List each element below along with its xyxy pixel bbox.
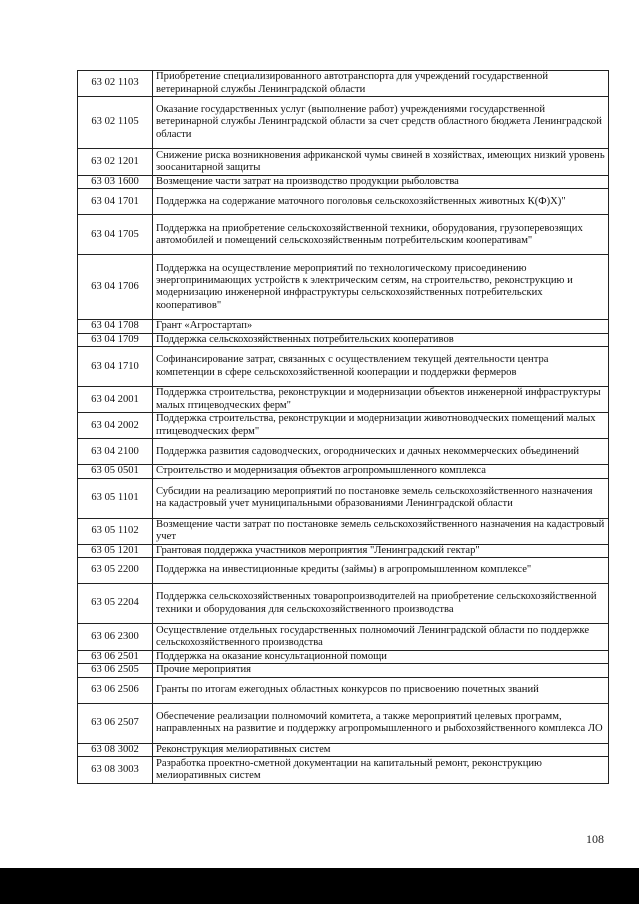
table-row bbox=[78, 677, 609, 703]
row-code: 63 05 0501 bbox=[78, 465, 153, 478]
row-description: Прочие мероприятия bbox=[153, 664, 609, 677]
row-description: Грант «Агростартап» bbox=[153, 320, 609, 333]
row-description: Разработка проектно-сметной документации на капитальный ремонт, реконструкцию мелиоративных систем bbox=[153, 757, 609, 784]
row-description: Поддержка сельскохозяйственных потребительских кооперативов bbox=[153, 333, 609, 346]
row-description: Возмещение части затрат по постановке земель сельскохозяйственного назначения на кадастровый учет bbox=[153, 518, 609, 544]
page-number: 108 bbox=[586, 832, 604, 846]
row-description: Поддержка на приобретение сельскохозяйственной техники, оборудования, грузоперевозящих автомобилей и помещений сельскохозяйственным потребительским кооперативам" bbox=[153, 215, 609, 255]
table-row bbox=[78, 387, 609, 413]
row-description: Поддержка на осуществление мероприятий по технологическому присоединению энергопринимающих устройств к электрическим сетям, на строительство, реконструкцию и модернизацию инженерной инфраструктуры сельскохозяйственных потребительских кооперативов" bbox=[153, 255, 609, 320]
row-code: 63 05 2200 bbox=[78, 558, 153, 584]
row-description: Оказание государственных услуг (выполнение работ) учреждениями государственной ветеринарной службы Ленинградской области за счет средств областного бюджета Ленинградской области bbox=[153, 97, 609, 149]
row-description: Поддержка на оказание консультационной помощи bbox=[153, 651, 609, 664]
table-row bbox=[78, 584, 609, 624]
row-description: Грантовая поддержка участников мероприятия "Ленинградский гектар" bbox=[153, 544, 609, 557]
table-row bbox=[78, 624, 609, 651]
table-row bbox=[78, 333, 609, 346]
row-description: Поддержка на инвестиционные кредиты (займы) в агропромышленном комплексе" bbox=[153, 558, 609, 584]
table-row bbox=[78, 97, 609, 149]
row-code: 63 04 1701 bbox=[78, 189, 153, 215]
row-code: 63 04 1706 bbox=[78, 255, 153, 320]
row-code: 63 05 1101 bbox=[78, 478, 153, 518]
row-code: 63 08 3003 bbox=[78, 757, 153, 784]
table-row bbox=[78, 189, 609, 215]
row-code: 63 04 1708 bbox=[78, 320, 153, 333]
table-row bbox=[78, 478, 609, 518]
table-row bbox=[78, 215, 609, 255]
table-row bbox=[78, 743, 609, 756]
table-row bbox=[78, 465, 609, 478]
table-row bbox=[78, 255, 609, 320]
row-description: Реконструкция мелиоративных систем bbox=[153, 743, 609, 756]
row-code: 63 02 1103 bbox=[78, 71, 153, 97]
row-code: 63 02 1105 bbox=[78, 97, 153, 149]
row-code: 63 04 2001 bbox=[78, 387, 153, 413]
table-row bbox=[78, 439, 609, 465]
table-row bbox=[78, 347, 609, 387]
table-row bbox=[78, 320, 609, 333]
table-row bbox=[78, 518, 609, 544]
row-description: Поддержка на содержание маточного поголовья сельскохозяйственных животных К(Ф)Х)" bbox=[153, 189, 609, 215]
row-code: 63 05 1102 bbox=[78, 518, 153, 544]
table-row bbox=[78, 544, 609, 557]
row-description: Гранты по итогам ежегодных областных конкурсов по присвоению почетных званий bbox=[153, 677, 609, 703]
table-row bbox=[78, 149, 609, 176]
table-row bbox=[78, 651, 609, 664]
row-code: 63 06 2506 bbox=[78, 677, 153, 703]
table-row bbox=[78, 703, 609, 743]
row-code: 63 04 1709 bbox=[78, 333, 153, 346]
row-description: Строительство и модернизация объектов агропромышленного комплекса bbox=[153, 465, 609, 478]
table-row bbox=[78, 71, 609, 97]
row-code: 63 04 1710 bbox=[78, 347, 153, 387]
row-description: Осуществление отдельных государственных полномочий Ленинградской области по поддержке сельскохозяйственного производства bbox=[153, 624, 609, 651]
row-code: 63 04 2002 bbox=[78, 413, 153, 439]
row-description: Приобретение специализированного автотранспорта для учреждений государственной ветеринарной службы Ленинградской области bbox=[153, 71, 609, 97]
row-description: Возмещение части затрат на производство продукции рыболовства bbox=[153, 176, 609, 189]
row-description: Обеспечение реализации полномочий комитета, а также мероприятий целевых программ, направленных на развитие и поддержку агропромышленного и рыбохозяйственного комплекса ЛО bbox=[153, 703, 609, 743]
scan-right-margin bbox=[624, 0, 639, 868]
scan-bottom-edge bbox=[0, 868, 639, 904]
row-description: Софинансирование затрат, связанных с осуществлением текущей деятельности центра компетенции в сфере сельскохозяйственной кооперации и поддержки фермеров bbox=[153, 347, 609, 387]
row-description: Поддержка строительства, реконструкции и модернизации объектов инженерной инфраструктуры малых птицеводческих ферм" bbox=[153, 387, 609, 413]
row-code: 63 04 1705 bbox=[78, 215, 153, 255]
row-code: 63 06 2505 bbox=[78, 664, 153, 677]
row-code: 63 02 1201 bbox=[78, 149, 153, 176]
row-description: Поддержка строительства, реконструкции и модернизации животноводческих помещений малых птицеводческих ферм" bbox=[153, 413, 609, 439]
table-row bbox=[78, 664, 609, 677]
table-row bbox=[78, 413, 609, 439]
row-description: Субсидии на реализацию мероприятий по постановке земель сельскохозяйственного назначения на кадастровый учет муниципальными образованиями Ленинградской области bbox=[153, 478, 609, 518]
row-code: 63 05 2204 bbox=[78, 584, 153, 624]
row-code: 63 04 2100 bbox=[78, 439, 153, 465]
table-row bbox=[78, 757, 609, 784]
table-body bbox=[78, 71, 609, 784]
row-description: Поддержка сельскохозяйственных товаропроизводителей на приобретение сельскохозяйственной техники и оборудования для сельскохозяйственного производства bbox=[153, 584, 609, 624]
row-description: Снижение риска возникновения африканской чумы свиней в хозяйствах, имеющих низкий уровень зоосанитарной защиты bbox=[153, 149, 609, 176]
scan-top-edge bbox=[0, 0, 639, 8]
table-row bbox=[78, 176, 609, 189]
row-code: 63 05 1201 bbox=[78, 544, 153, 557]
row-code: 63 06 2300 bbox=[78, 624, 153, 651]
row-code: 63 06 2507 bbox=[78, 703, 153, 743]
table-row bbox=[78, 558, 609, 584]
row-code: 63 08 3002 bbox=[78, 743, 153, 756]
budget-codes-table bbox=[77, 70, 609, 784]
row-description: Поддержка развития садоводческих, огороднических и дачных некоммерческих объединений bbox=[153, 439, 609, 465]
row-code: 63 03 1600 bbox=[78, 176, 153, 189]
row-code: 63 06 2501 bbox=[78, 651, 153, 664]
